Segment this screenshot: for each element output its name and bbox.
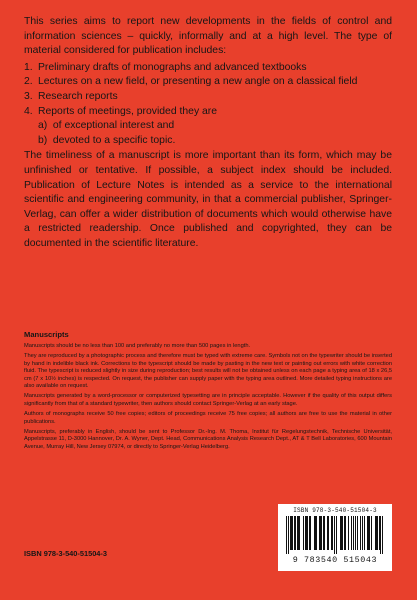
list-item: [24, 90, 392, 105]
list-text: Preliminary drafts of monographs and advanced textbooks: [38, 61, 307, 73]
list-number: 4.: [24, 105, 33, 117]
sublist-text: devoted to a specific topic.: [52, 134, 176, 146]
manuscripts-paragraph: They are reproduced by a photographic process and therefore must be typed with extreme care. Symbols not on the typewriter should be inserted by hand in indelible black ink. Corrections to the typescript should be made by pasting in the new text or painting out errors with white correction fluid. The typescript is reduced slightly in size during reproduction; best results will not be obtained unless on each page a typing area of 18 x 26,5 cm (7 x 10½ inches) is respected. On request, the publisher can supply paper with the typing area outlined. More detailed typing instructions are also available on request.: [24, 353, 392, 390]
list-number: 3.: [24, 90, 33, 102]
manuscripts-section: [24, 330, 392, 454]
intro-paragraph: This series aims to report new developments in the fields of control and information sciences – quickly, informally and at a high level. The type of material considered for publication includes:: [24, 16, 392, 57]
barcode-isbn-text: ISBN 978-3-540-51504-3: [293, 507, 377, 514]
list-number: 1.: [24, 61, 33, 73]
list-item: [24, 105, 392, 149]
isbn-text: ISBN 978-3-540-51504-3: [24, 549, 107, 558]
manuscripts-paragraph: Manuscripts, preferably in English, should be sent to Professor Dr.-Ing. M. Thoma, Institut für Regelungstechnik, Technische Universität, Appelstrasse 11, D-3000 Hannover, Dr. A. Wyner, Dept. Head, Communications Analysis Research Dept., AT & T Bell Laboratories, 600 Mountain Avenue, Murray Hill, New Jersey 07974, or directly to Springer-Verlag Heidelberg.: [24, 429, 392, 450]
list-text: Research reports: [38, 90, 118, 102]
material-list: [24, 61, 392, 149]
barcode-image: [284, 516, 386, 554]
sublist-item: [38, 134, 392, 149]
manuscripts-paragraph: Authors of monographs receive 50 free copies; editors of proceedings receive 75 free copies; all authors are free to use the material in other publications.: [24, 411, 392, 425]
list-text: Lectures on a new field, or presenting a new angle on a classical field: [38, 76, 358, 88]
list-text: Reports of meetings, provided they are: [38, 105, 218, 117]
manuscripts-heading: Manuscripts: [24, 330, 69, 339]
list-number: 2.: [24, 76, 33, 88]
sublist-label: a): [38, 120, 48, 132]
sublist-label: b): [38, 134, 48, 146]
barcode-label: [278, 504, 392, 571]
list-item: [24, 61, 392, 76]
sublist-item: [38, 119, 392, 134]
manuscripts-paragraph: Manuscripts should be no less than 100 and preferably no more than 500 pages in length.: [24, 343, 251, 349]
series-description: [24, 15, 392, 252]
barcode-digits: 9 783540 515043: [292, 555, 378, 565]
meeting-conditions-list: [24, 119, 392, 148]
manuscripts-paragraph: Manuscripts generated by a word-processor or computerized typesetting are in principle acceptable. However if the quality of this output differs significantly from that of a standard typewriter, then authors should contact Springer-Verlag at an early stage.: [24, 393, 392, 407]
sublist-text: of exceptional interest and: [52, 120, 175, 132]
list-item: [24, 75, 392, 90]
timeliness-paragraph: The timeliness of a manuscript is more important than its form, which may be unfinished or tentative. If possible, a subject index should be included. Publication of Lecture Notes is intended as a service to the international scientific and engineering community, in that a commercial publisher, Springer-Verlag, can offer a wider distribution of documents which would otherwise have a restricted readership. Once published and copyrighted, they can be documented in the scientific literature.: [24, 150, 392, 249]
